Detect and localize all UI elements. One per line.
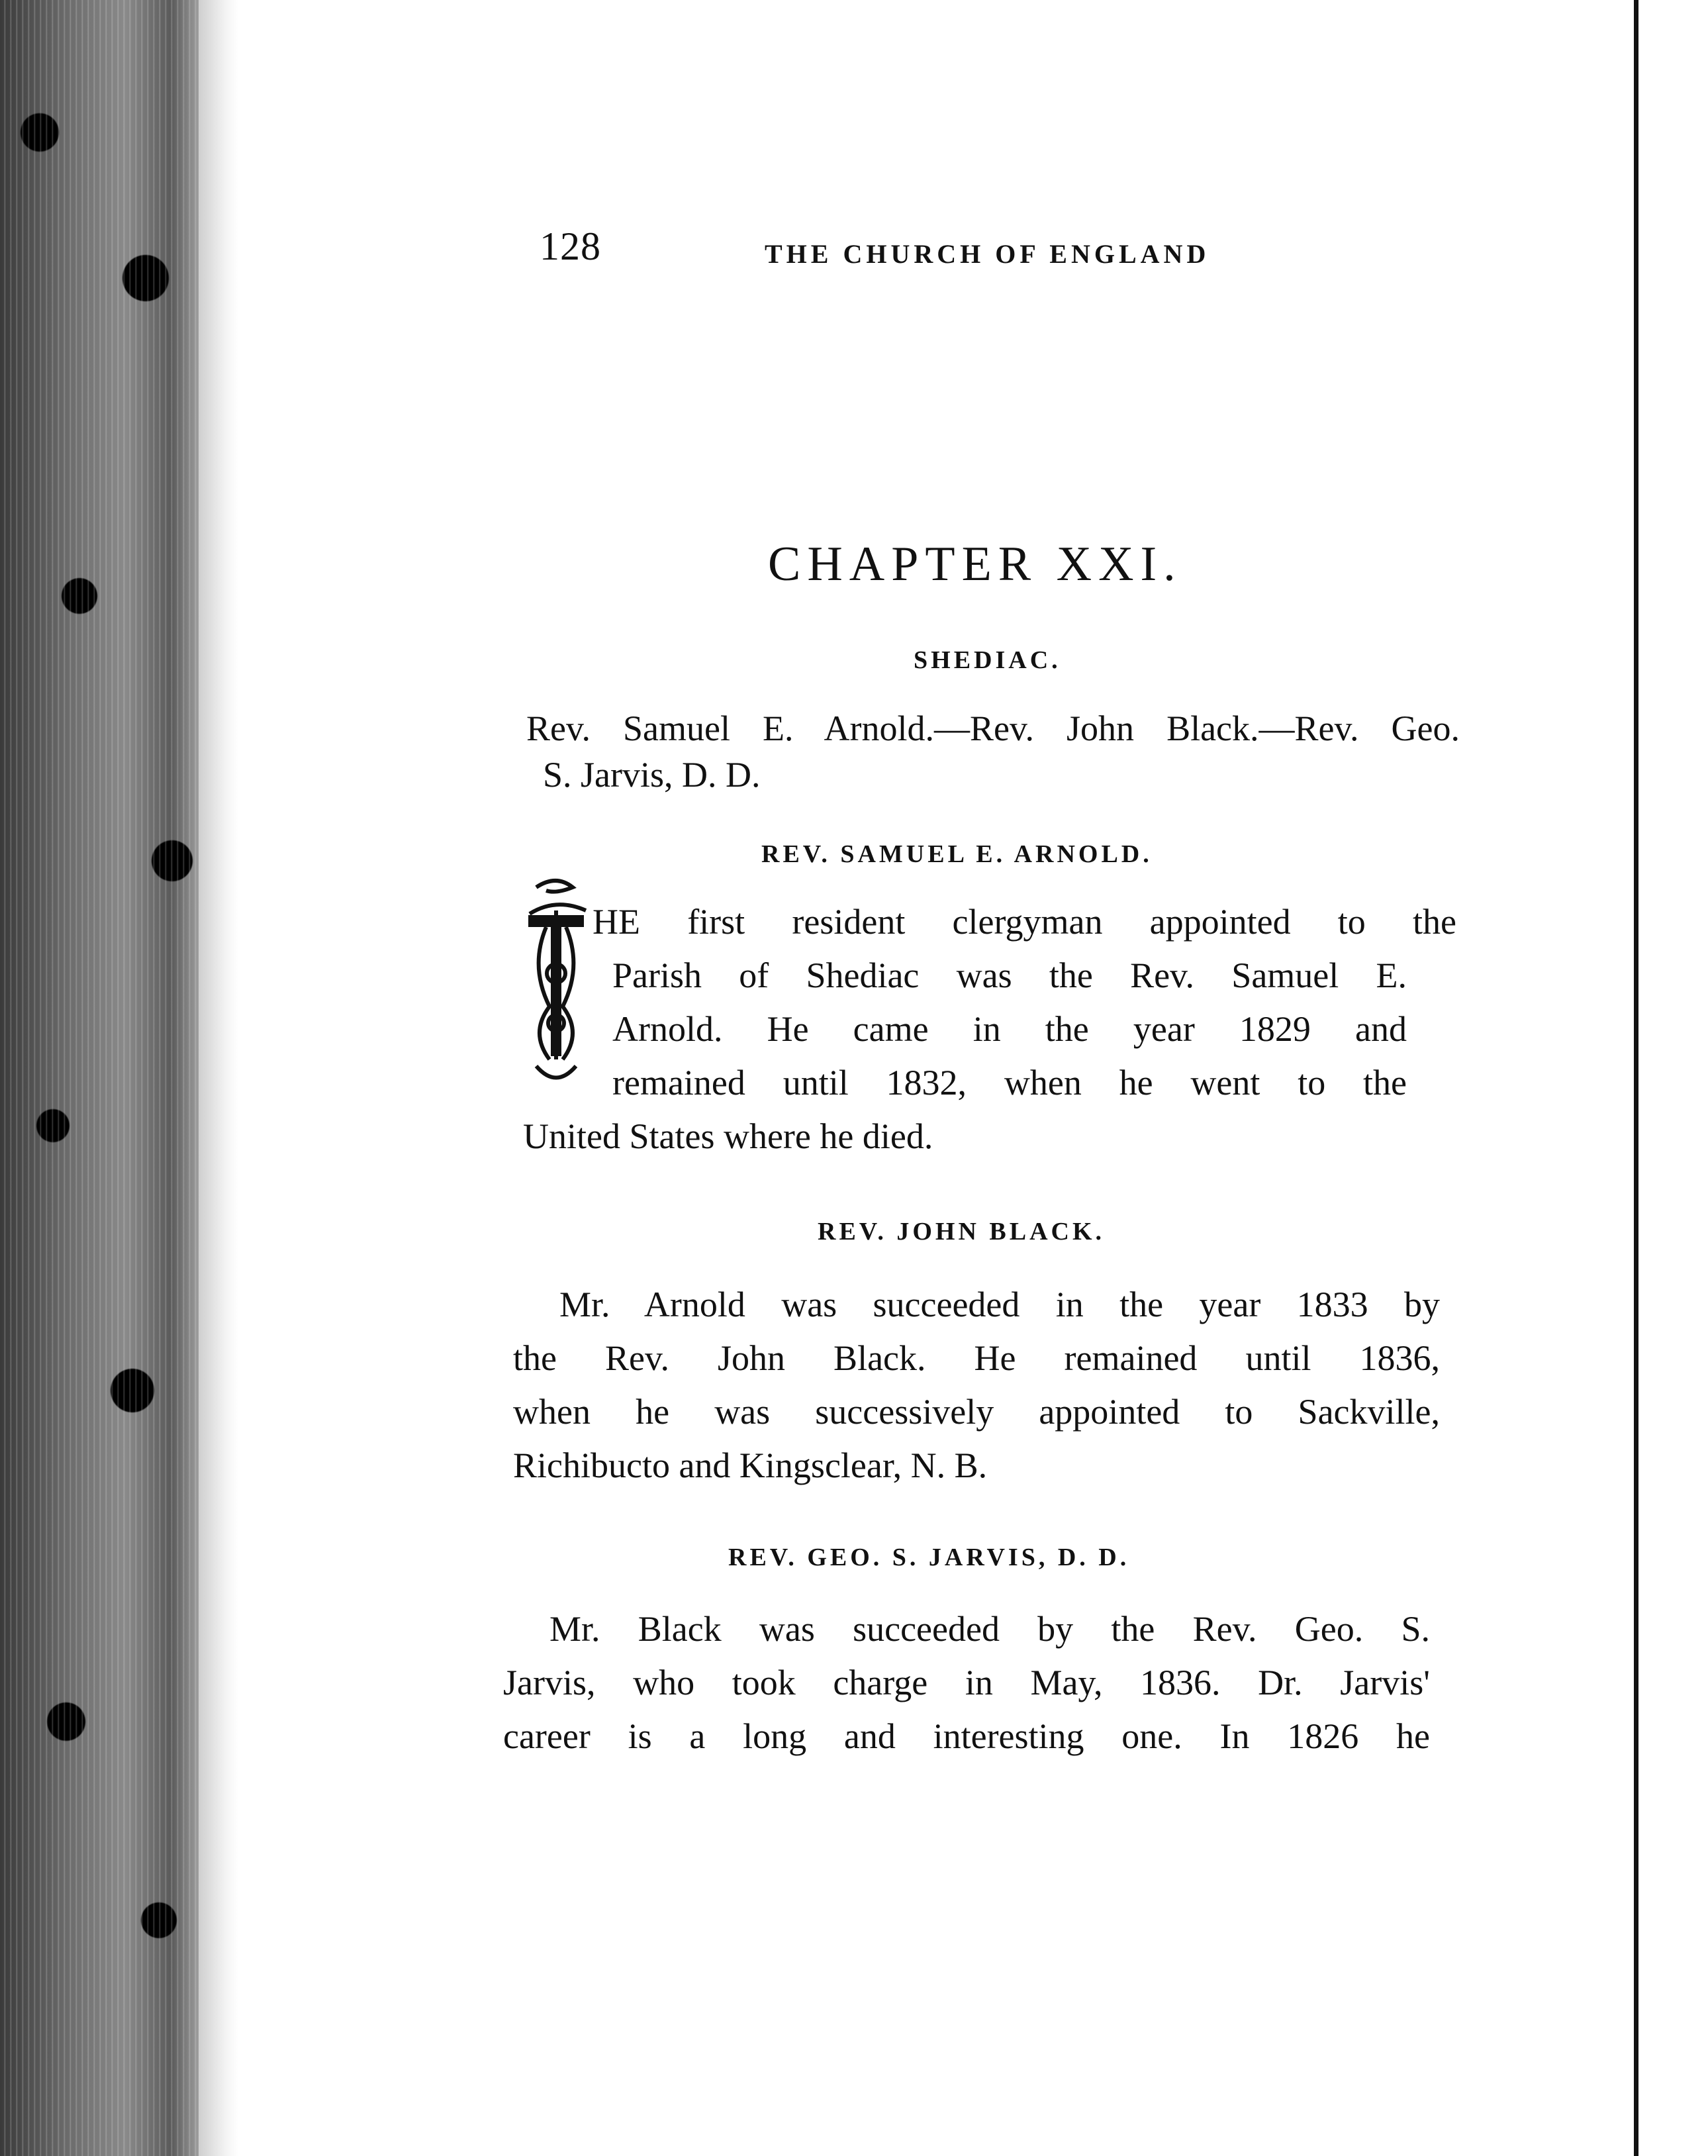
chapter-place: SHEDIAC.	[914, 646, 1061, 674]
text-line: remained until 1832, when he went to the	[612, 1063, 1407, 1102]
text-line: HE first resident clergyman appointed to the	[593, 902, 1456, 942]
text-line: Mr. Arnold was succeeded in the year 1833 by	[559, 1285, 1440, 1324]
text-line: when he was successively appointed to Sackville,	[513, 1392, 1440, 1432]
paragraph-jarvis	[503, 1602, 1430, 1763]
summary-line: Rev. Samuel E. Arnold.—Rev. John Black.—Rev. Geo.	[526, 709, 1460, 748]
text-line: career is a long and interesting one. In 1826 he	[503, 1716, 1430, 1756]
section-heading-jarvis: REV. GEO. S. JARVIS, D. D.	[728, 1544, 1130, 1571]
text-line: Mr. Black was succeeded by the Rev. Geo. S.	[549, 1609, 1430, 1649]
text-line: Parish of Shediac was the Rev. Samuel E.	[612, 956, 1407, 995]
chapter-title: CHAPTER XXI.	[768, 537, 1182, 591]
section-heading-black: REV. JOHN BLACK.	[818, 1218, 1106, 1246]
text-line: Jarvis, who took charge in May, 1836. Dr. Jarvis'	[503, 1663, 1430, 1702]
text-line: United States where he died.	[523, 1116, 933, 1156]
facing-page-edge	[1634, 0, 1708, 2156]
book-edge	[0, 0, 228, 2156]
page-number: 128	[540, 224, 601, 268]
text-line: Richibucto and Kingsclear, N. B.	[513, 1446, 988, 1485]
chapter-summary	[526, 705, 1460, 798]
section-heading-arnold: REV. SAMUEL E. ARNOLD.	[761, 840, 1153, 868]
paragraph-arnold	[523, 895, 1456, 1163]
paragraph-black	[513, 1278, 1440, 1493]
text-line: the Rev. John Black. He remained until 1836,	[513, 1338, 1440, 1378]
text-line: Arnold. He came in the year 1829 and	[612, 1009, 1407, 1049]
summary-line: S. Jarvis, D. D.	[543, 755, 761, 795]
page-gutter	[199, 0, 238, 2156]
ornamental-dropcap-t	[523, 874, 589, 1099]
running-head: THE CHURCH OF ENGLAND	[765, 239, 1210, 269]
